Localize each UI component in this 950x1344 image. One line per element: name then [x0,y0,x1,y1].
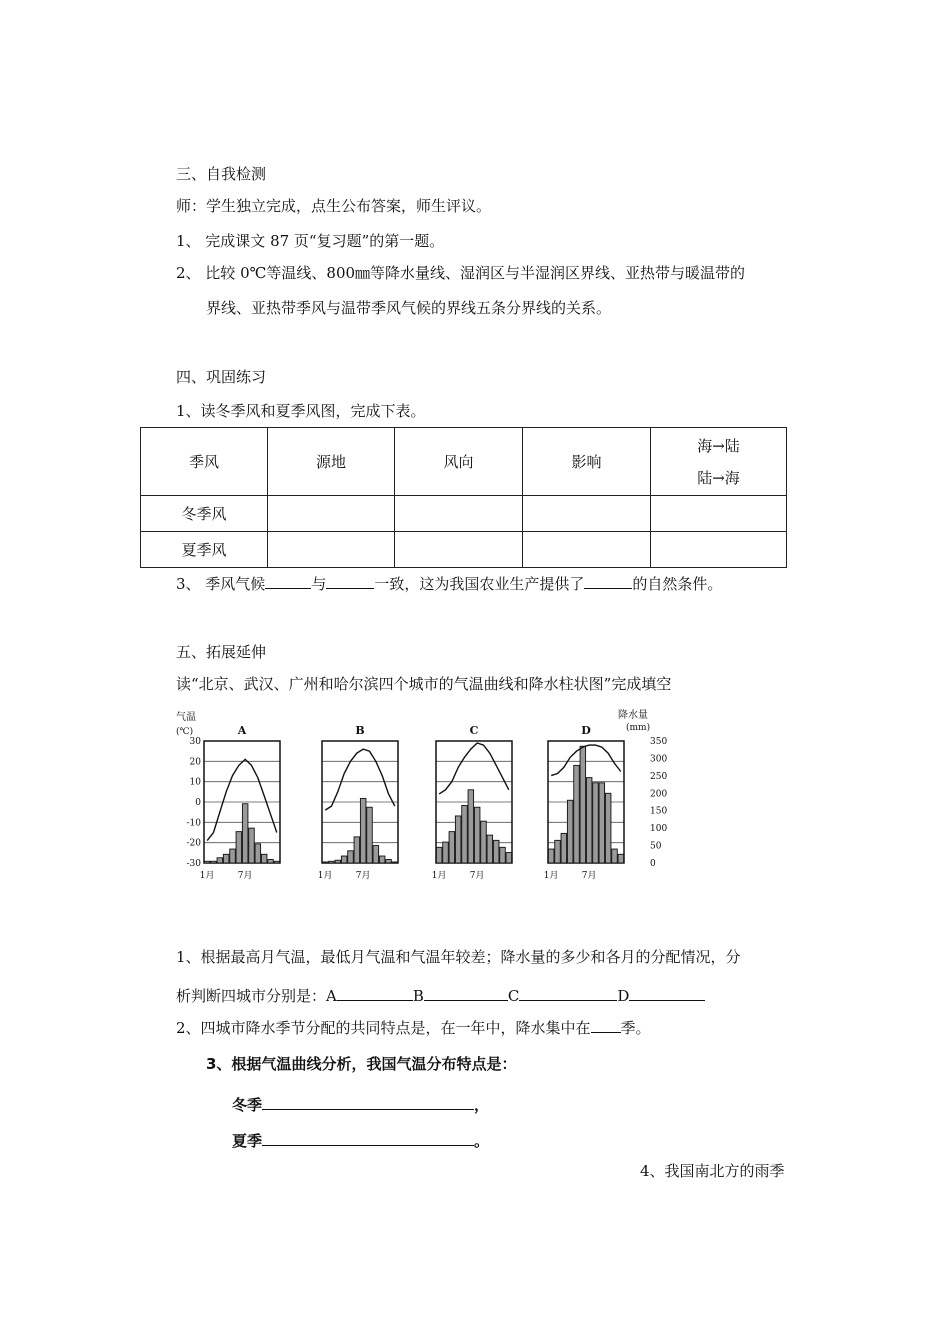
precipitation-bar [230,849,236,863]
table-header-cell [651,428,787,496]
blank-field[interactable] [262,1094,474,1110]
blank-field[interactable] [519,985,617,1001]
winter-end: ， [474,1096,490,1114]
table-cell[interactable] [268,532,395,568]
section5-question-1: 1、根据最高月气温，最低月气温和气温年较差；降水量的多少和各月的分配情况，分 [176,948,741,966]
panel-title: A [237,724,247,737]
blank-field[interactable] [424,985,508,1001]
right-tick-label: 300 [650,754,668,765]
right-tick-label: 350 [650,737,668,747]
row-label-summer: 夏季风 [141,532,268,568]
precipitation-bar [567,800,573,863]
winter-label: 冬季 [232,1096,263,1114]
summer-line [232,1130,489,1151]
blank-field[interactable] [326,573,374,589]
left-tick-label: -10 [186,818,201,829]
x-tick-label: 7月 [237,871,253,881]
left-tick-label: 10 [189,777,201,788]
header-land-to-sea: 陆→海 [697,468,740,487]
precipitation-bar [367,807,373,863]
precipitation-bar [335,860,341,863]
precipitation-bar [354,837,360,863]
q3-mid2: 一致，这为我国农业生产提供了 [374,575,585,593]
table-cell[interactable] [523,532,651,568]
right-tick-label: 250 [650,771,668,782]
label-b: B [412,987,424,1005]
precipitation-bar [443,842,449,863]
precipitation-bar [593,783,599,863]
label-c: C [507,987,520,1005]
precipitation-bar [242,804,248,863]
precipitation-bar [455,816,461,863]
table-header-cell: 风向 [395,428,523,496]
section3-item-1: 1、 完成课文 87 页“复习题”的第一题。 [176,232,445,250]
precipitation-bar [506,853,512,863]
table-cell[interactable] [395,496,523,532]
table-cell[interactable] [395,532,523,568]
right-tick-label: 0 [650,859,656,869]
x-tick-label: 7月 [469,871,485,881]
left-tick-label: -20 [186,838,201,849]
precipitation-bar [561,833,567,863]
section3-item-2: 2、 比较 0℃等温线、800㎜等降水量线、湿润区与半湿润区界线、亚热带与暖温带的 [176,264,746,282]
precipitation-bar [618,854,624,863]
table-header-cell: 源地 [268,428,395,496]
blank-field[interactable] [591,1017,621,1033]
precipitation-bar [360,799,366,863]
right-tick-label: 50 [650,841,662,852]
precipitation-bar [481,821,487,863]
precipitation-bar [268,860,274,863]
x-tick-label: 1月 [199,871,215,881]
header-sea-to-land: 海→陆 [697,436,740,455]
section4-heading: 四、巩固练习 [176,368,267,386]
precipitation-bar [574,765,580,863]
left-tick-label: 30 [189,737,201,747]
section5-question-3: 3、根据气温曲线分析，我国气温分布特点是： [206,1055,517,1073]
summer-label: 夏季 [232,1132,263,1150]
precipitation-bar [322,862,328,863]
precipitation-bar [217,858,223,863]
precipitation-bar [500,847,506,863]
precipitation-bar [548,849,554,863]
precipitation-bar [236,832,242,863]
precipitation-bar [274,861,280,863]
label-a: 析判断四城市分别是：A [176,987,337,1005]
blank-field[interactable] [262,1130,474,1146]
precipitation-bar [493,840,499,863]
precipitation-bar [580,746,586,863]
section5-heading: 五、拓展延伸 [176,643,267,661]
q3-prefix: 3、 季风气候 [176,575,266,593]
precipitation-bar [586,778,592,863]
panel-title: B [355,724,365,737]
x-tick-label: 7月 [581,871,597,881]
precipitation-bar [204,861,210,863]
x-tick-label: 7月 [355,871,371,881]
table-header-row [141,428,787,496]
left-axis-label: 气温 [176,712,196,723]
winter-line [232,1094,489,1115]
q2-prefix: 2、四城市降水季节分配的共同特点是，在一年中，降水集中在 [176,1019,591,1037]
section5-question-2 [176,1017,651,1038]
right-tick-label: 150 [650,806,668,817]
precipitation-bar [373,846,379,863]
q3-mid1: 与 [311,575,327,593]
left-tick-label: 0 [195,798,201,808]
right-tick-label: 100 [650,824,668,835]
climate-chart-svg [174,708,694,883]
q3-suffix: 的自然条件。 [632,575,723,593]
blank-field[interactable] [629,985,705,1001]
section5-question-4: 4、我国南北方的雨季 [640,1162,785,1180]
monsoon-table [140,427,787,568]
table-cell[interactable] [651,496,787,532]
table-cell[interactable] [268,496,395,532]
precipitation-bar [386,860,392,863]
precipitation-bar [211,861,217,863]
table-header-cell: 季风 [141,428,268,496]
precipitation-bar [468,790,474,863]
x-tick-label: 1月 [543,871,559,881]
section3-item-2-cont: 界线、亚热带季风与温带季风气候的界线五条分界线的关系。 [206,299,612,317]
blank-field[interactable] [337,985,413,1001]
q2-suffix: 季。 [620,1019,651,1037]
right-axis-label: 降水量 [618,710,648,721]
left-tick-label: -30 [186,859,201,869]
temperature-line [439,743,509,794]
label-d: D [617,987,630,1005]
table-header-cell: 影响 [523,428,651,496]
precipitation-bar [599,783,605,863]
x-tick-label: 1月 [317,871,333,881]
precipitation-bar [392,862,398,863]
precipitation-bar [487,835,493,863]
precipitation-bar [261,854,267,863]
table-cell[interactable] [523,496,651,532]
precipitation-bar [341,856,347,863]
row-label-winter: 冬季风 [141,496,268,532]
table-row [141,532,787,568]
right-axis-unit: (mm) [626,723,651,733]
precipitation-bar [249,828,255,863]
section3-heading: 三、自我检测 [176,165,267,183]
panel-title: D [581,724,591,737]
precipitation-bar [329,861,335,863]
precipitation-bar [449,832,455,863]
precipitation-bar [348,851,354,863]
table-cell[interactable] [651,532,787,568]
precipitation-bar [379,856,385,863]
section3-teacher-note: 师：学生独立完成，点生公布答案，师生评议。 [176,197,492,215]
left-tick-label: 20 [189,757,201,768]
blank-field[interactable] [584,573,632,589]
blank-field[interactable] [265,573,311,589]
panel-title: C [469,724,479,737]
precipitation-bar [255,844,261,863]
precipitation-bar [612,849,618,863]
precipitation-bar [436,847,442,863]
precipitation-bar [223,854,229,863]
precipitation-bar [474,807,480,863]
right-tick-label: 200 [650,789,668,800]
left-axis-unit: (℃) [176,727,194,737]
section4-question-1: 1、读冬季风和夏季风图，完成下表。 [176,402,426,420]
summer-end: 。 [474,1132,490,1150]
x-tick-label: 1月 [431,871,447,881]
section5-question-1-cont [176,985,705,1006]
table-row [141,496,787,532]
precipitation-bar [462,805,468,863]
section4-question-3 [176,573,722,594]
climate-charts [174,708,694,883]
precipitation-bar [555,840,561,863]
section5-intro: 读“北京、武汉、广州和哈尔滨四个城市的气温曲线和降水柱状图”完成填空 [176,675,672,693]
precipitation-bar [605,793,611,863]
